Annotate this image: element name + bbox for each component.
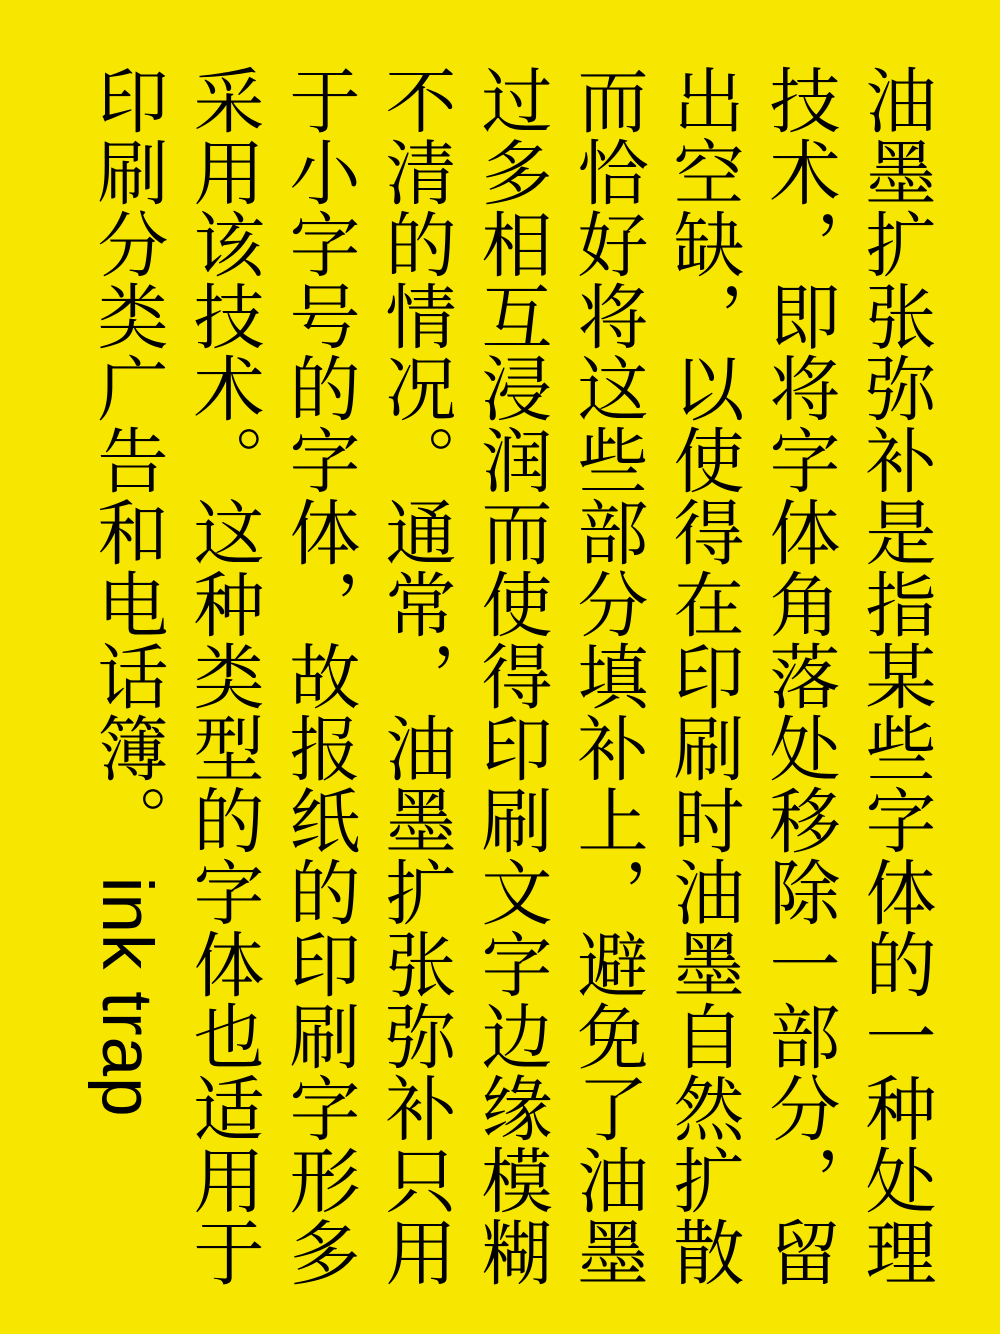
text-column-3: 出空缺，以使得在印刷时油墨自然扩散: [663, 64, 742, 1288]
text-column-9: 印刷分类广告和电话簿。 ink trap: [87, 64, 166, 1118]
text-column-6: 不清的情况。通常，油墨扩张弥补只用: [375, 64, 454, 1288]
text-column-4: 而恰好将这些部分填补上，避免了油墨: [567, 64, 646, 1288]
text-column-5: 过多相互浸润而使得印刷文字边缘模糊: [471, 64, 550, 1288]
text-column-1: 油墨扩张弥补是指某些字体的一种处理: [855, 64, 934, 1288]
text-column-2: 技术，即将字体角落处移除一部分，留: [759, 64, 838, 1288]
text-column-7: 于小字号的字体，故报纸的印刷字形多: [279, 64, 358, 1288]
text-column-8: 采用该技术。这种类型的字体也适用于: [183, 64, 262, 1288]
article-text: [58, 0, 1000, 1334]
